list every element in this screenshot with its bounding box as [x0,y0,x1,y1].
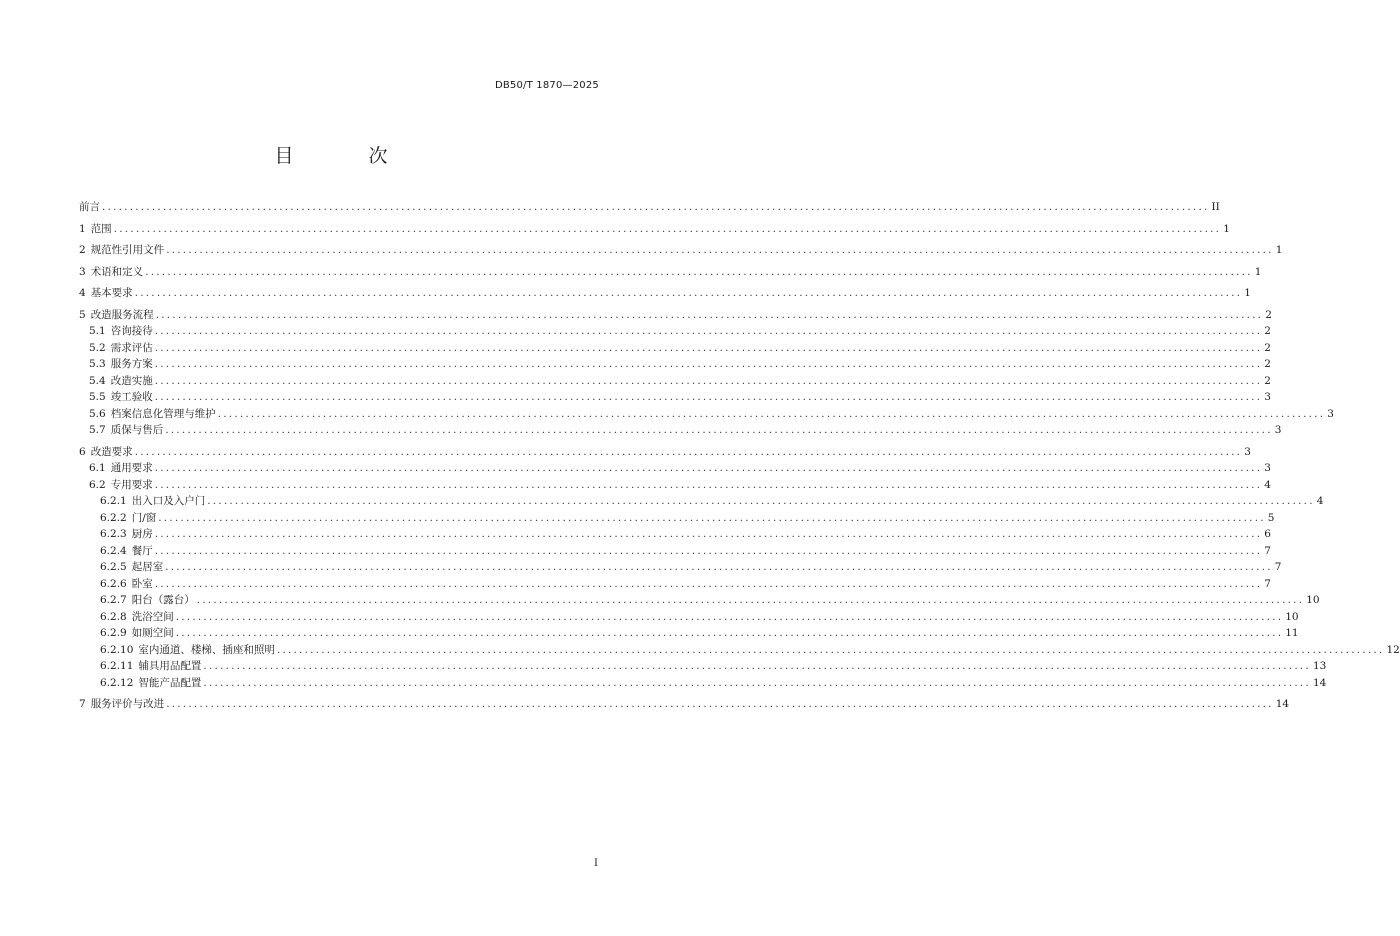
page-folio: I [594,858,598,869]
dot-leader: ........................................................................................................................................................................................................ [145,265,1253,278]
dot-leader: ........................................................................................................................................................................................................ [154,478,1263,491]
toc-entry-label: 改造要求 [90,445,133,458]
toc-entry-number: 6.2.11 [100,660,134,672]
toc-entry-number: 5.6 [89,407,106,420]
toc-entry[interactable] [79,199,1220,216]
dot-leader: ........................................................................................................................................................................................................ [207,495,1315,507]
toc-entry-number: 5.7 [89,424,106,436]
toc-entry[interactable] [79,356,1271,373]
toc-entry-page: 2 [1264,341,1271,354]
toc-entry-number: 6.2.10 [100,643,134,656]
toc-entry[interactable] [79,675,1327,692]
toc-entry[interactable] [79,477,1271,494]
toc-entry-number: 6.2.3 [100,528,127,540]
page-title: 目 次 [274,145,416,167]
toc-entry-label: 改造服务流程 [90,308,154,321]
toc-entry-page: 2 [1264,374,1271,387]
toc-entry-number: 6.2.9 [100,627,127,639]
toc-entry-page: 7 [1264,577,1271,590]
dot-leader: ........................................................................................................................................................................................................ [203,660,1311,672]
toc-entry-page: 6 [1264,528,1271,540]
toc-entry[interactable] [79,559,1282,576]
toc-entry-number: 4 [79,287,86,299]
toc-entry-number: 6.2.2 [100,511,127,524]
toc-entry-label: 阳台（露台） [131,594,195,606]
toc-entry-number: 2 [79,244,86,256]
dot-leader: ........................................................................................................................................................................................................ [102,201,1210,213]
toc-entry[interactable] [79,389,1271,406]
dot-leader: ........................................................................................................................................................................................................ [158,511,1266,524]
toc-entry[interactable] [79,307,1272,324]
toc-entry-number: 6.2.8 [100,610,127,623]
toc-entry-page: 3 [1327,407,1334,420]
toc-entry-label: 专用要求 [110,478,153,491]
toc-entry-label: 辅具用品配置 [138,660,202,672]
toc-entry-number: 1 [79,222,86,235]
toc-entry-page: II [1211,201,1220,213]
toc-entry[interactable] [79,340,1271,357]
table-of-contents [79,199,1400,713]
toc-entry-label: 规范性引用文件 [90,244,165,256]
dot-leader: ........................................................................................................................................................................................................ [165,561,1273,573]
toc-entry-page: 7 [1264,544,1271,557]
toc-entry-page: 5 [1267,511,1275,524]
toc-entry[interactable] [79,543,1271,560]
toc-entry[interactable] [79,242,1283,259]
toc-entry-page: 10 [1306,594,1320,606]
toc-entry-label: 范围 [90,222,112,235]
toc-entry[interactable] [79,221,1230,238]
toc-entry-number: 7 [79,698,86,710]
dot-leader: ........................................................................................................................................................................................................ [217,407,1326,420]
dot-leader: ........................................................................................................................................................................................................ [154,325,1263,337]
toc-entry-number: 6.1 [89,462,106,474]
dot-leader: ........................................................................................................................................................................................................ [165,424,1273,436]
toc-entry-label: 出入口及入户门 [131,495,206,507]
toc-entry-page: 3 [1264,391,1271,403]
toc-entry[interactable] [79,264,1262,281]
toc-entry[interactable] [79,592,1320,609]
dot-leader: ........................................................................................................................................................................................................ [134,287,1243,299]
toc-entry[interactable] [79,444,1251,461]
toc-entry-number: 5 [79,308,86,321]
toc-entry-label: 咨询接待 [110,325,153,337]
toc-entry-page: 10 [1285,610,1299,623]
toc-entry-number: 6.2.4 [100,544,127,557]
toc-entry-label: 如厕空间 [131,627,174,639]
toc-entry-page: 3 [1264,462,1271,474]
toc-entry-label: 洗浴空间 [131,610,174,623]
toc-entry-label: 厨房 [131,528,153,540]
toc-entry-page: 1 [1254,265,1262,278]
dot-leader: ........................................................................................................................................................................................................ [113,222,1222,235]
dot-leader: ........................................................................................................................................................................................................ [134,445,1243,458]
toc-entry-label: 基本要求 [90,287,133,299]
toc-entry-number: 6.2.12 [100,676,134,689]
toc-entry[interactable] [79,285,1251,302]
dot-leader: ........................................................................................................................................................................................................ [154,544,1263,557]
dot-leader: ........................................................................................................................................................................................................ [154,462,1263,474]
toc-entry-label: 卧室 [131,577,153,590]
toc-entry-number: 5.2 [89,341,106,354]
toc-entry-number: 6.2.7 [100,594,127,606]
toc-entry-label: 改造实施 [110,374,153,387]
toc-entry-page: 4 [1264,478,1271,491]
toc-entry-page: 14 [1275,698,1290,710]
toc-entry-label: 服务方案 [110,358,153,370]
toc-entry[interactable] [79,576,1271,593]
toc-entry-label: 服务评价与改进 [90,698,165,710]
dot-leader: ........................................................................................................................................................................................................ [175,627,1284,639]
toc-entry-label: 门/窗 [131,511,157,524]
toc-entry[interactable] [79,526,1271,543]
toc-entry[interactable] [79,609,1299,626]
toc-entry-page: 1 [1244,287,1251,299]
toc-entry-label: 需求评估 [110,341,153,354]
toc-entry-page: 2 [1264,325,1271,337]
toc-entry-number: 6.2.1 [100,495,127,507]
toc-entry[interactable] [79,510,1275,527]
toc-entry-number: 前言 [79,201,100,213]
document-code: DB50/T 1870—2025 [494,80,599,91]
dot-leader: ........................................................................................................................................................................................................ [196,594,1305,606]
toc-entry-label: 术语和定义 [90,265,144,278]
toc-entry-number: 6.2.6 [100,577,127,590]
toc-entry-label: 智能产品配置 [138,676,202,689]
toc-entry-number: 6 [79,445,86,458]
dot-leader: ........................................................................................................................................................................................................ [276,643,1385,656]
toc-entry-label: 起居室 [131,561,164,573]
toc-entry-page: 3 [1274,424,1282,436]
toc-entry[interactable] [79,460,1271,477]
toc-entry[interactable] [79,696,1290,713]
toc-entry-page: 1 [1223,222,1230,235]
toc-entry-label: 质保与售后 [110,424,164,436]
toc-entry[interactable] [79,642,1400,659]
toc-entry-page: 13 [1312,660,1327,672]
toc-entry-page: 7 [1274,561,1282,573]
toc-entry-label: 档案信息化管理与维护 [110,407,216,420]
dot-leader: ........................................................................................................................................................................................................ [166,244,1274,256]
dot-leader: ........................................................................................................................................................................................................ [154,391,1263,403]
toc-entry[interactable] [79,625,1299,642]
toc-entry[interactable] [79,373,1271,390]
dot-leader: ........................................................................................................................................................................................................ [175,610,1284,623]
dot-leader: ........................................................................................................................................................................................................ [155,308,1264,321]
toc-entry-page: 3 [1244,445,1251,458]
toc-entry[interactable] [79,422,1282,439]
toc-entry-page: 4 [1316,495,1324,507]
dot-leader: ........................................................................................................................................................................................................ [154,528,1263,540]
toc-entry-page: 11 [1285,627,1299,639]
toc-entry-page: 2 [1265,308,1272,321]
toc-entry-number: 5.5 [89,391,106,403]
toc-entry-page: 1 [1275,244,1283,256]
toc-entry[interactable] [79,658,1327,675]
toc-entry-number: 5.1 [89,325,106,337]
toc-entry-number: 6.2.5 [100,561,127,573]
toc-entry-label: 餐厅 [131,544,153,557]
toc-entry-page: 2 [1264,358,1271,370]
toc-entry-number: 5.3 [89,358,106,370]
dot-leader: ........................................................................................................................................................................................................ [203,676,1311,689]
toc-entry-label: 通用要求 [110,462,153,474]
toc-entry-number: 3 [79,265,86,278]
toc-entry[interactable] [79,406,1334,423]
toc-entry[interactable] [79,493,1324,510]
toc-entry-page: 14 [1312,676,1327,689]
toc-entry[interactable] [79,323,1271,340]
dot-leader: ........................................................................................................................................................................................................ [166,698,1274,710]
toc-entry-label: 室内通道、楼梯、插座和照明 [138,643,275,656]
toc-entry-number: 6.2 [89,478,106,491]
dot-leader: ........................................................................................................................................................................................................ [154,577,1263,590]
dot-leader: ........................................................................................................................................................................................................ [154,358,1263,370]
dot-leader: ........................................................................................................................................................................................................ [154,374,1263,387]
toc-entry-label: 竣工验收 [110,391,153,403]
dot-leader: ........................................................................................................................................................................................................ [154,341,1263,354]
toc-entry-page: 12 [1386,643,1400,656]
toc-entry-number: 5.4 [89,374,106,387]
